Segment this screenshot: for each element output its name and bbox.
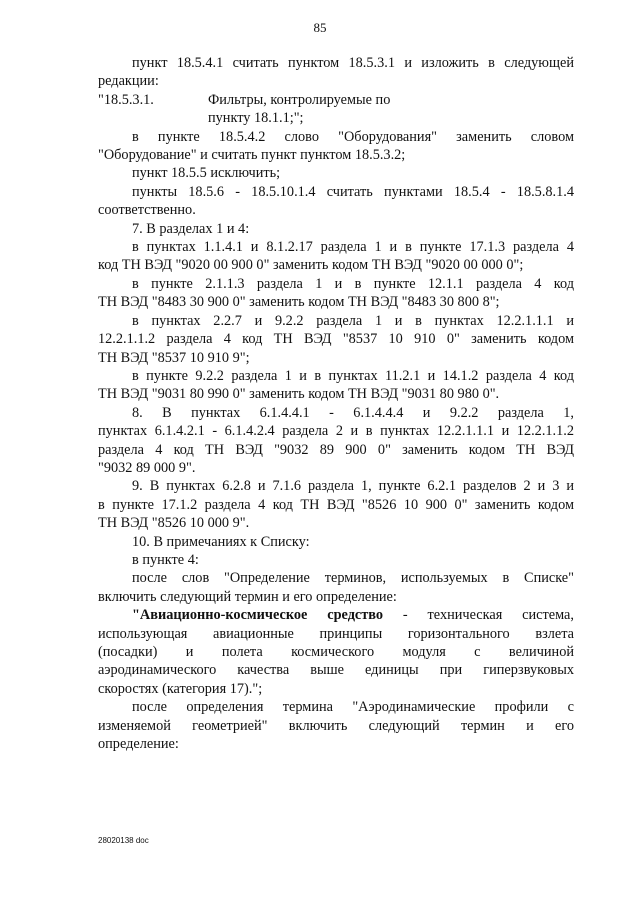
paragraph-line: после определения термина "Аэродинамические профили с xyxy=(132,699,574,716)
definition-line: (посадки) и полета космического модуля с величиной xyxy=(98,644,574,660)
paragraph-line: пункт 18.5.4.1 считать пунктом 18.5.3.1 и изложить в следующей xyxy=(132,55,574,71)
section-heading: 10. В примечаниях к Списку: xyxy=(132,533,310,550)
paragraph-line: в пунктах 1.1.4.1 и 8.1.2.17 раздела 1 и в пункте 17.1.3 раздела 4 xyxy=(132,239,574,256)
paragraph-line: раздела 4 код ТН ВЭД "9032 89 900 0" заменить кодом ТН ВЭД xyxy=(98,441,574,458)
defined-term: "Авиационно-космическое средство xyxy=(132,607,384,624)
paragraph-line: 8. В пунктах 6.1.4.4.1 - 6.1.4.4.4 и 9.2.2 раздела 1, xyxy=(132,404,574,421)
paragraph-line: определение: xyxy=(98,736,179,753)
paragraph-line: после слов "Определение терминов, используемых в Списке" xyxy=(132,570,574,587)
document-body xyxy=(98,54,574,753)
paragraph-line: 9. В пунктах 6.2.8 и 7.1.6 раздела 1, пункте 6.2.1 разделов 2 и 3 и xyxy=(132,478,574,495)
paragraph-line: 12.2.1.1.2 раздела 4 код ТН ВЭД "8537 10 910 0" заменить кодом xyxy=(98,331,574,348)
item-text: Фильтры, контролируемые по xyxy=(208,91,391,108)
definition-text: - техническая система, xyxy=(383,607,574,624)
paragraph-line: включить следующий термин и его определение: xyxy=(98,588,397,605)
paragraph-line: в пункте 17.1.2 раздела 4 код ТН ВЭД "8526 10 900 0" заменить кодом xyxy=(98,496,574,513)
paragraph-line: пункты 18.5.6 - 18.5.10.1.4 считать пунктами 18.5.4 - 18.5.8.1.4 xyxy=(132,183,574,200)
paragraph-line: соответственно. xyxy=(98,202,196,219)
definition-line: использующая авиационные принципы горизонтального взлета xyxy=(98,625,574,642)
paragraph-line: в пункте 9.2.2 раздела 1 и в пунктах 11.2.1 и 14.1.2 раздела 4 код xyxy=(132,367,574,384)
paragraph-line: ТН ВЭД "8537 10 910 9"; xyxy=(98,349,250,366)
paragraph-line: пунктах 6.1.4.2.1 - 6.1.4.2.4 раздела 2 и в пунктах 12.2.1.1.1 и 12.2.1.1.2 xyxy=(98,423,574,440)
definition-line: аэродинамического качества выше единицы при гиперзвуковых xyxy=(98,662,574,679)
paragraph-line: ТН ВЭД "8483 30 900 0" заменить кодом ТН ВЭД "8483 30 800 8"; xyxy=(98,294,500,311)
paragraph-line: в пункте 2.1.1.3 раздела 1 и в пункте 12.1.1 раздела 4 код xyxy=(132,275,574,292)
definition-line: скоростях (категория 17)."; xyxy=(98,680,263,697)
definition-line xyxy=(98,606,574,624)
paragraph-line: изменяемой геометрией" включить следующий термин и его xyxy=(98,717,574,734)
paragraph-line: ТН ВЭД "9031 80 990 0" заменить кодом ТН ВЭД "9031 80 980 0". xyxy=(98,386,500,403)
item-number: "18.5.3.1. xyxy=(98,91,154,108)
paragraph-line: в пункте 18.5.4.2 слово "Оборудования" заменить словом xyxy=(132,128,574,145)
quoted-item xyxy=(98,91,574,109)
paragraph-line: код ТН ВЭД "9020 00 900 0" заменить кодом ТН ВЭД "9020 00 000 0"; xyxy=(98,257,524,274)
paragraph-line: пункт 18.5.5 исключить; xyxy=(132,165,281,182)
paragraph-line: "9032 89 000 9". xyxy=(98,459,196,476)
page-number: 85 xyxy=(313,20,327,35)
item-text: пункту 18.1.1;"; xyxy=(208,110,304,127)
paragraph-line: в пунктах 2.2.7 и 9.2.2 раздела 1 и в пунктах 12.2.1.1.1 и xyxy=(132,312,574,329)
paragraph-line: "Оборудование" и считать пункт пунктом 18.5.3.2; xyxy=(98,147,406,164)
footer-code: 28020138 doc xyxy=(98,836,149,845)
paragraph-line: в пункте 4: xyxy=(132,551,199,568)
section-heading: 7. В разделах 1 и 4: xyxy=(132,220,250,237)
paragraph-line: ТН ВЭД "8526 10 000 9". xyxy=(98,515,250,532)
paragraph-line: редакции: xyxy=(98,73,159,90)
